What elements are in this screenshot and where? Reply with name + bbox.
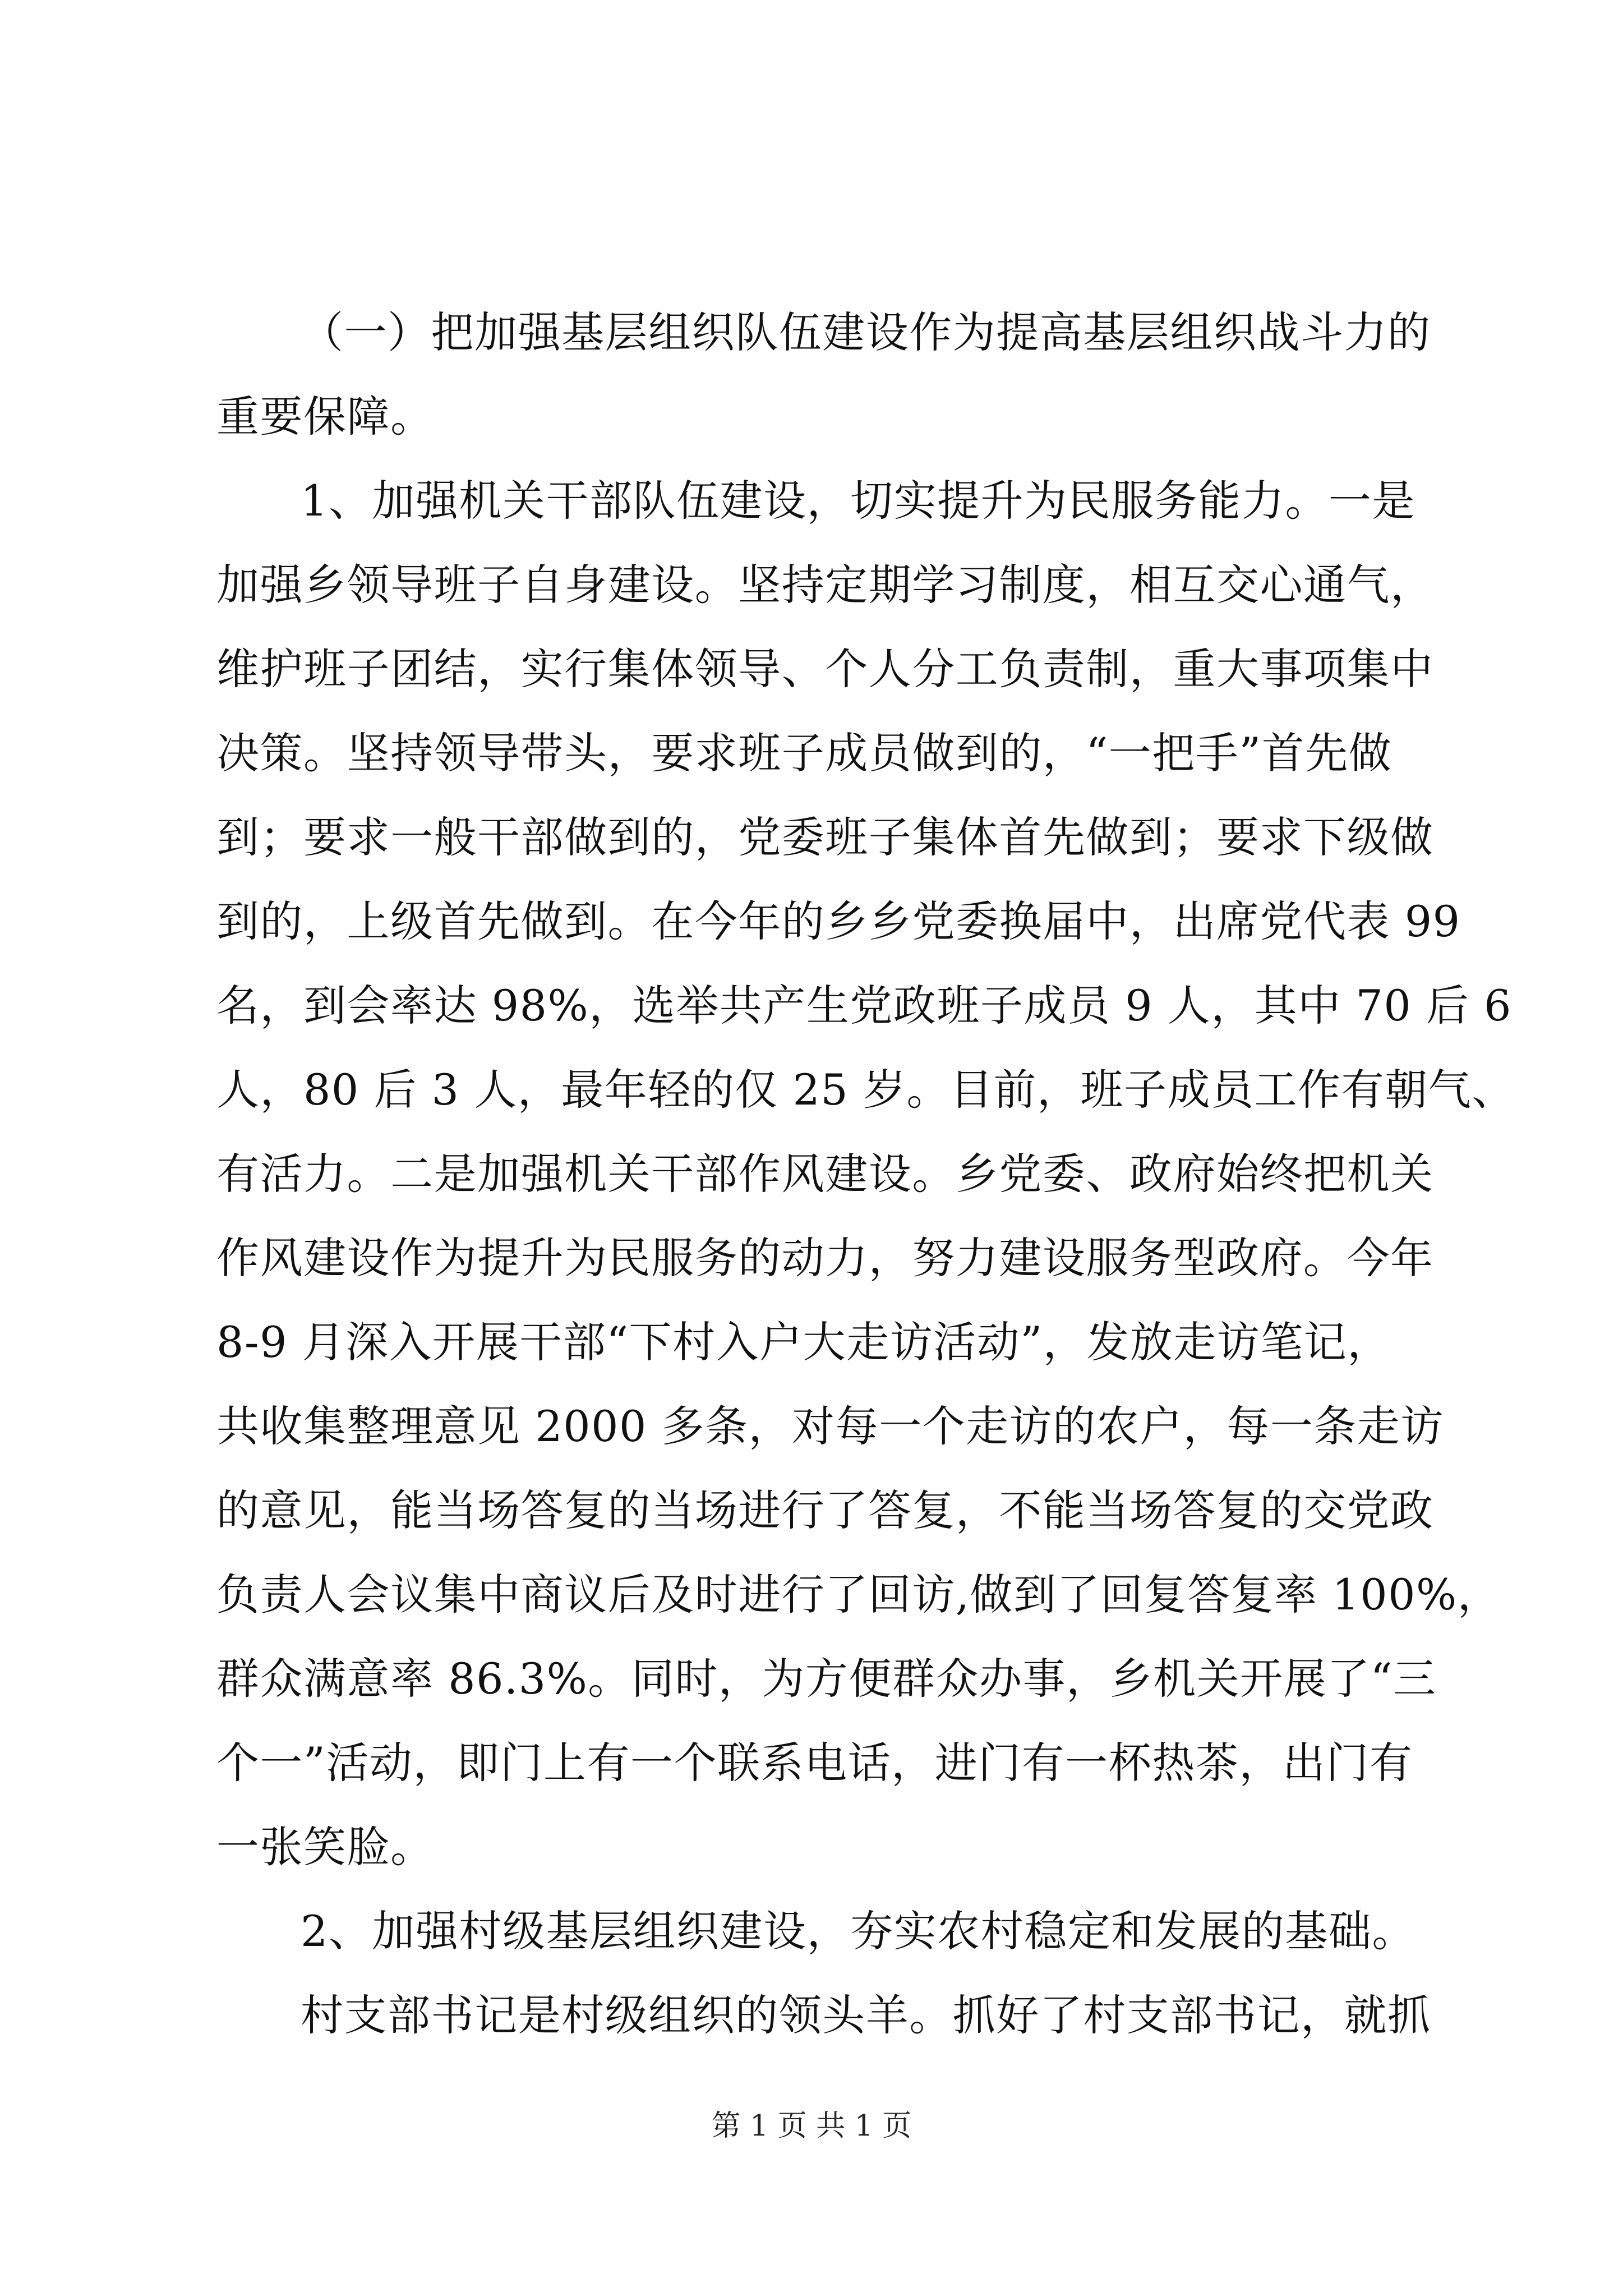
paragraph-line: 维护班子团结，实行集体领导、个人分工负责制，重大事项集中 — [216, 644, 1434, 694]
paragraph-line: 作风建设作为提升为民服务的动力，努力建设服务型政府。今年 — [216, 1233, 1434, 1283]
paragraph-line: 共收集整理意见 2000 多条，对每一个走访的农户，每一条走访 — [216, 1401, 1444, 1451]
paragraph-line: 个一”活动，即门上有一个联系电话，进门有一杯热茶，出门有 — [216, 1738, 1413, 1788]
paragraph-line: 到；要求一般干部做到的，党委班子集体首先做到；要求下级做 — [216, 812, 1434, 862]
paragraph-line: 加强乡领导班子自身建设。坚持定期学习制度，相互交心通气， — [216, 560, 1434, 610]
paragraph-line: 的意见，能当场答复的当场进行了答复，不能当场答复的交党政 — [216, 1485, 1434, 1535]
heading-line-2: 重要保障。 — [216, 392, 434, 441]
paragraph-line: 有活力。二是加强机关干部作风建设。乡党委、政府始终把机关 — [216, 1149, 1434, 1199]
paragraph-line: 决策。坚持领导带头，要求班子成员做到的，“一把手”首先做 — [216, 728, 1393, 778]
paragraph-line: 2、加强村级基层组织建设，夯实农村稳定和发展的基础。 — [301, 1906, 1415, 1956]
paragraph-line: 群众满意率 86.3%。同时，为方便群众办事，乡机关开展了“三 — [216, 1654, 1437, 1704]
paragraph-line: 8-9 月深入开展干部“下村入户大走访活动”，发放走访笔记， — [216, 1317, 1391, 1367]
paragraph-line: 负责人会议集中商议后及时进行了回访,做到了回复答复率 100%， — [216, 1570, 1501, 1619]
heading-line-1: （一）把加强基层组织队伍建设作为提高基层组织战斗力的 — [301, 307, 1431, 357]
paragraph-line: 名，到会率达 98%，选举共产生党政班子成员 9 人，其中 70 后 6 — [216, 981, 1513, 1030]
paragraph-line: 一张笑脸。 — [216, 1822, 434, 1872]
paragraph-line: 人，80 后 3 人，最年轻的仅 25 岁。目前，班子成员工作有朝气、 — [216, 1065, 1515, 1115]
paragraph-line: 到的，上级首先做到。在今年的乡乡党委换届中，出席党代表 99 — [216, 896, 1461, 946]
paragraph-line: 1、加强机关干部队伍建设，切实提升为民服务能力。一是 — [301, 476, 1415, 526]
page-footer: 第 1 页 共 1 页 — [711, 2109, 912, 2143]
paragraph-line: 村支部书记是村级组织的领头羊。抓好了村支部书记，就抓 — [301, 1990, 1431, 2040]
